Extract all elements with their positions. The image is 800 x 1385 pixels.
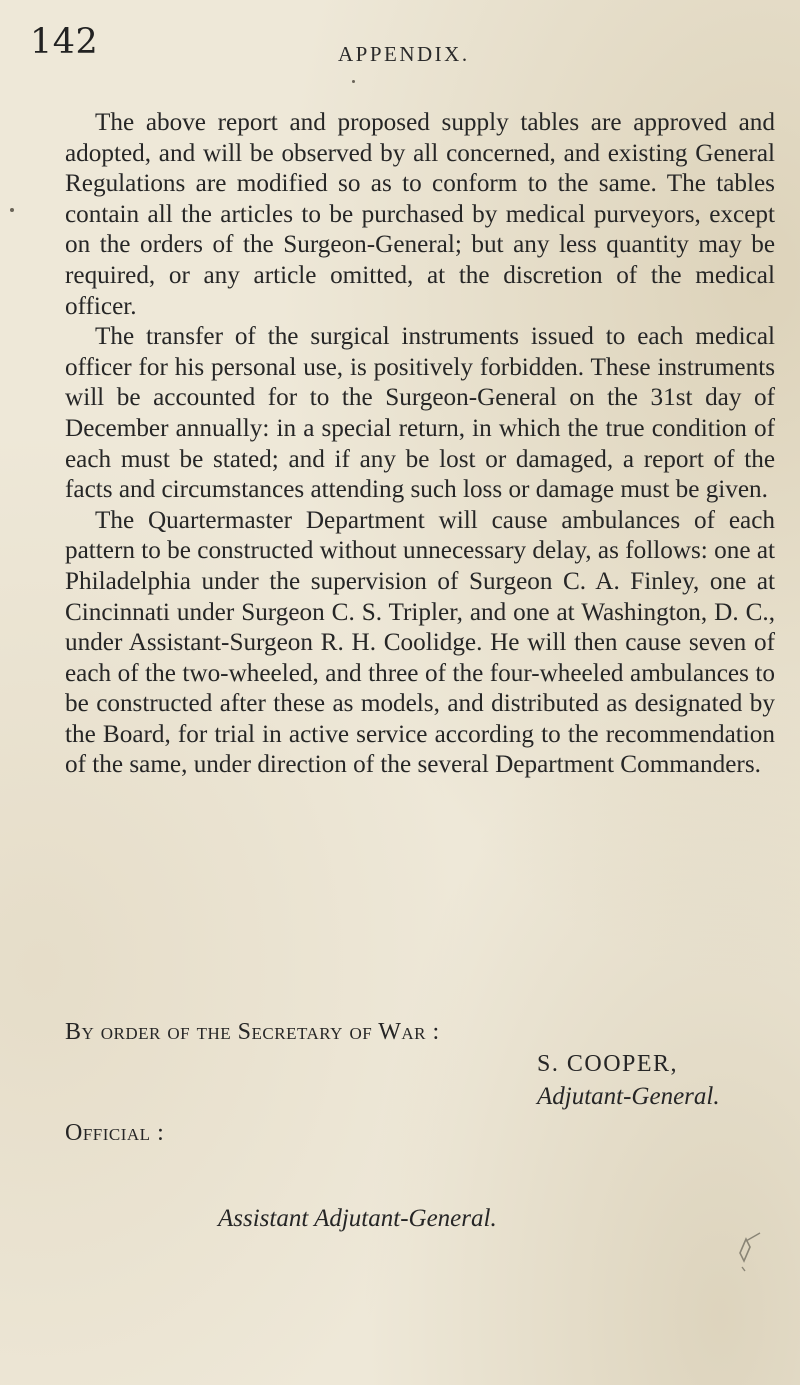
signer-title: Adjutant-General.	[537, 1083, 720, 1110]
signer-name: S. COOPER,	[537, 1051, 679, 1077]
order-line: By order of the Secretary of War :	[65, 1019, 440, 1045]
paragraph-supply-tables: The above report and proposed supply tables are approved and adopted, and will be observed by all concerned, and existing General Regulations are modified so as to conform to the same. The tables contain all the articles to be purchased by medical purveyors, except on the orders of the Surgeon-General; but any less quantity may be required, or any article omitted, at the discretion of the medical officer.	[65, 109, 775, 320]
running-head: APPENDIX.	[338, 42, 470, 66]
paragraph-surgical-instruments: The transfer of the surgical instruments issued to each medical officer for his personal use, is positively forbidden. These instruments will be accounted for to the Surgeon-General on the 31st day of December annually: in a special return, in which the true condition of each must be stated; and if any be lost or damaged, a report of the facts and circumstances attending such loss or damage must be given.	[65, 323, 775, 504]
official-label: Official :	[65, 1120, 165, 1146]
paragraph-ambulances: The Quartermaster Department will cause ambulances of each pattern to be constructed without unnecessary delay, as follows: one at Philadelphia under the supervision of Surgeon C. A. Finley, one at Cincinnati under Surgeon C. S. Tripler, and one at Washington, D. C., under Assistant-Surgeon R. H. Coolidge. He will then cause seven of each of the two-wheeled, and three of the four-wheeled ambulances to be constructed after these as models, and distributed as designated by the Board, for trial in active service according to the recommendation of the same, under direction of the several Department Commanders.	[65, 506, 775, 779]
margin-pencil-mark-icon	[732, 1225, 772, 1275]
margin-dot	[352, 80, 355, 83]
body-text	[65, 108, 775, 781]
margin-dot	[10, 208, 14, 212]
page-number: 142	[30, 22, 99, 62]
assistant-title: Assistant Adjutant-General.	[218, 1205, 497, 1232]
